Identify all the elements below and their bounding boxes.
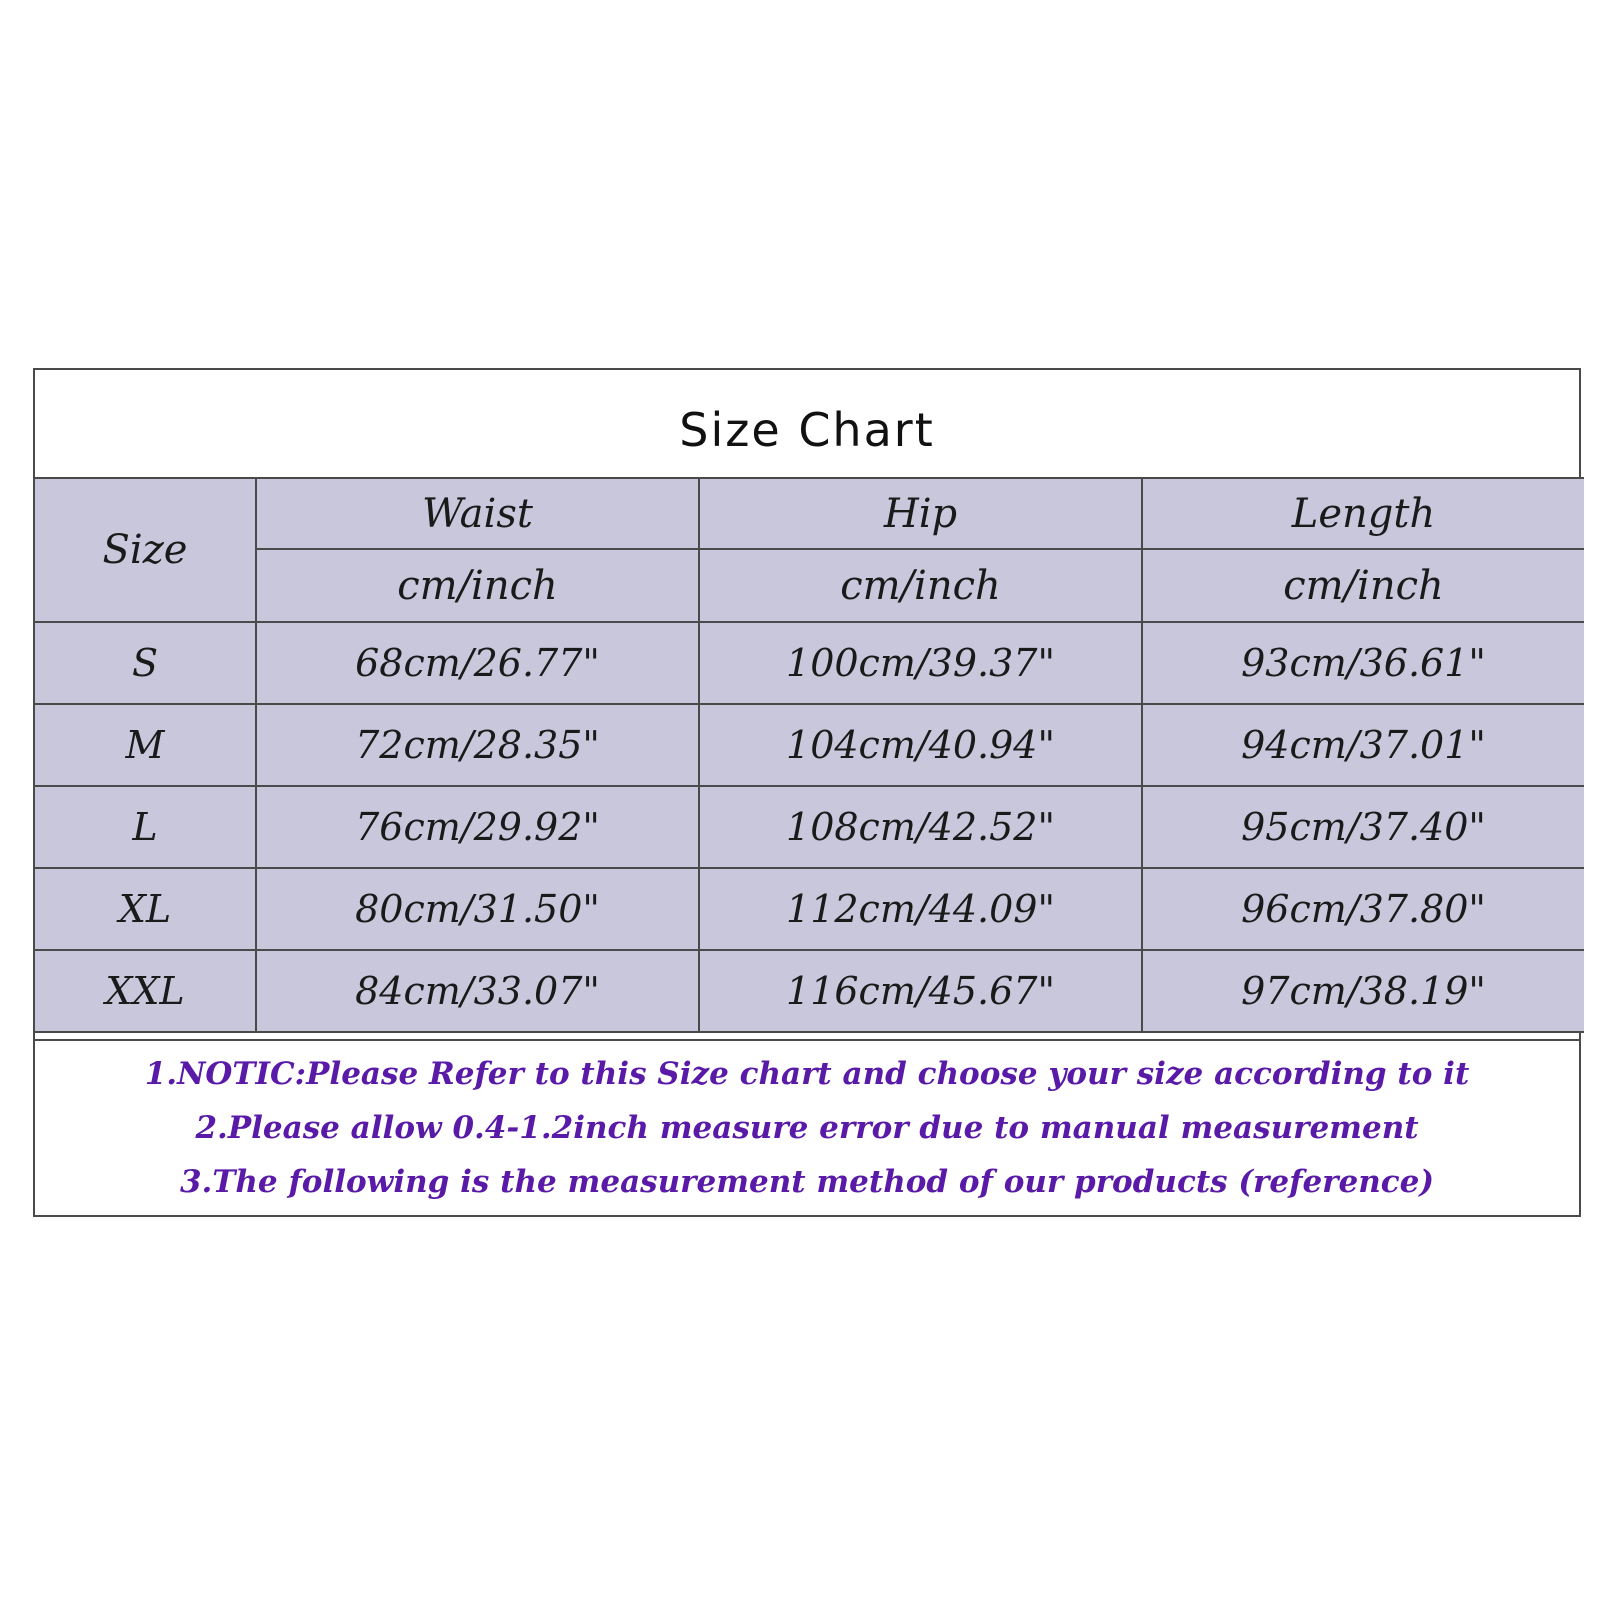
size-cell: M — [35, 704, 256, 786]
unit-waist: cm/inch — [256, 549, 699, 622]
unit-row — [35, 549, 1584, 622]
unit-hip: cm/inch — [699, 549, 1142, 622]
header-size: Size — [35, 478, 256, 622]
waist-cell: 84cm/33.07" — [256, 950, 699, 1032]
size-cell: L — [35, 786, 256, 868]
waist-cell: 76cm/29.92" — [256, 786, 699, 868]
hip-cell: 100cm/39.37" — [699, 622, 1142, 704]
waist-cell: 72cm/28.35" — [256, 704, 699, 786]
header-hip: Hip — [699, 478, 1142, 549]
table-row — [35, 622, 1584, 704]
table-row — [35, 950, 1584, 1032]
length-cell: 97cm/38.19" — [1142, 950, 1584, 1032]
note-line: 2.Please allow 0.4-1.2inch measure error due to manual measurement — [195, 1110, 1419, 1146]
size-cell: XXL — [35, 950, 256, 1032]
header-length: Length — [1142, 478, 1584, 549]
header-row — [35, 478, 1584, 549]
hip-cell: 116cm/45.67" — [699, 950, 1142, 1032]
header-waist: Waist — [256, 478, 699, 549]
note-line: 3.The following is the measurement method of our products (reference) — [179, 1164, 1435, 1200]
size-cell: XL — [35, 868, 256, 950]
unit-length: cm/inch — [1142, 549, 1584, 622]
table-row — [35, 704, 1584, 786]
note-line: 1.NOTIC:Please Refer to this Size chart and choose your size according to it — [144, 1056, 1470, 1092]
hip-cell: 108cm/42.52" — [699, 786, 1142, 868]
hip-cell: 112cm/44.09" — [699, 868, 1142, 950]
waist-cell: 80cm/31.50" — [256, 868, 699, 950]
hip-cell: 104cm/40.94" — [699, 704, 1142, 786]
length-cell: 96cm/37.80" — [1142, 868, 1584, 950]
size-cell: S — [35, 622, 256, 704]
length-cell: 95cm/37.40" — [1142, 786, 1584, 868]
title-row — [35, 370, 1579, 477]
length-cell: 93cm/36.61" — [1142, 622, 1584, 704]
table-row — [35, 868, 1584, 950]
size-table — [35, 477, 1584, 1033]
chart-title: Size Chart — [679, 402, 935, 457]
size-chart — [33, 368, 1581, 1217]
notes-section — [35, 1039, 1579, 1215]
waist-cell: 68cm/26.77" — [256, 622, 699, 704]
length-cell: 94cm/37.01" — [1142, 704, 1584, 786]
table-row — [35, 786, 1584, 868]
